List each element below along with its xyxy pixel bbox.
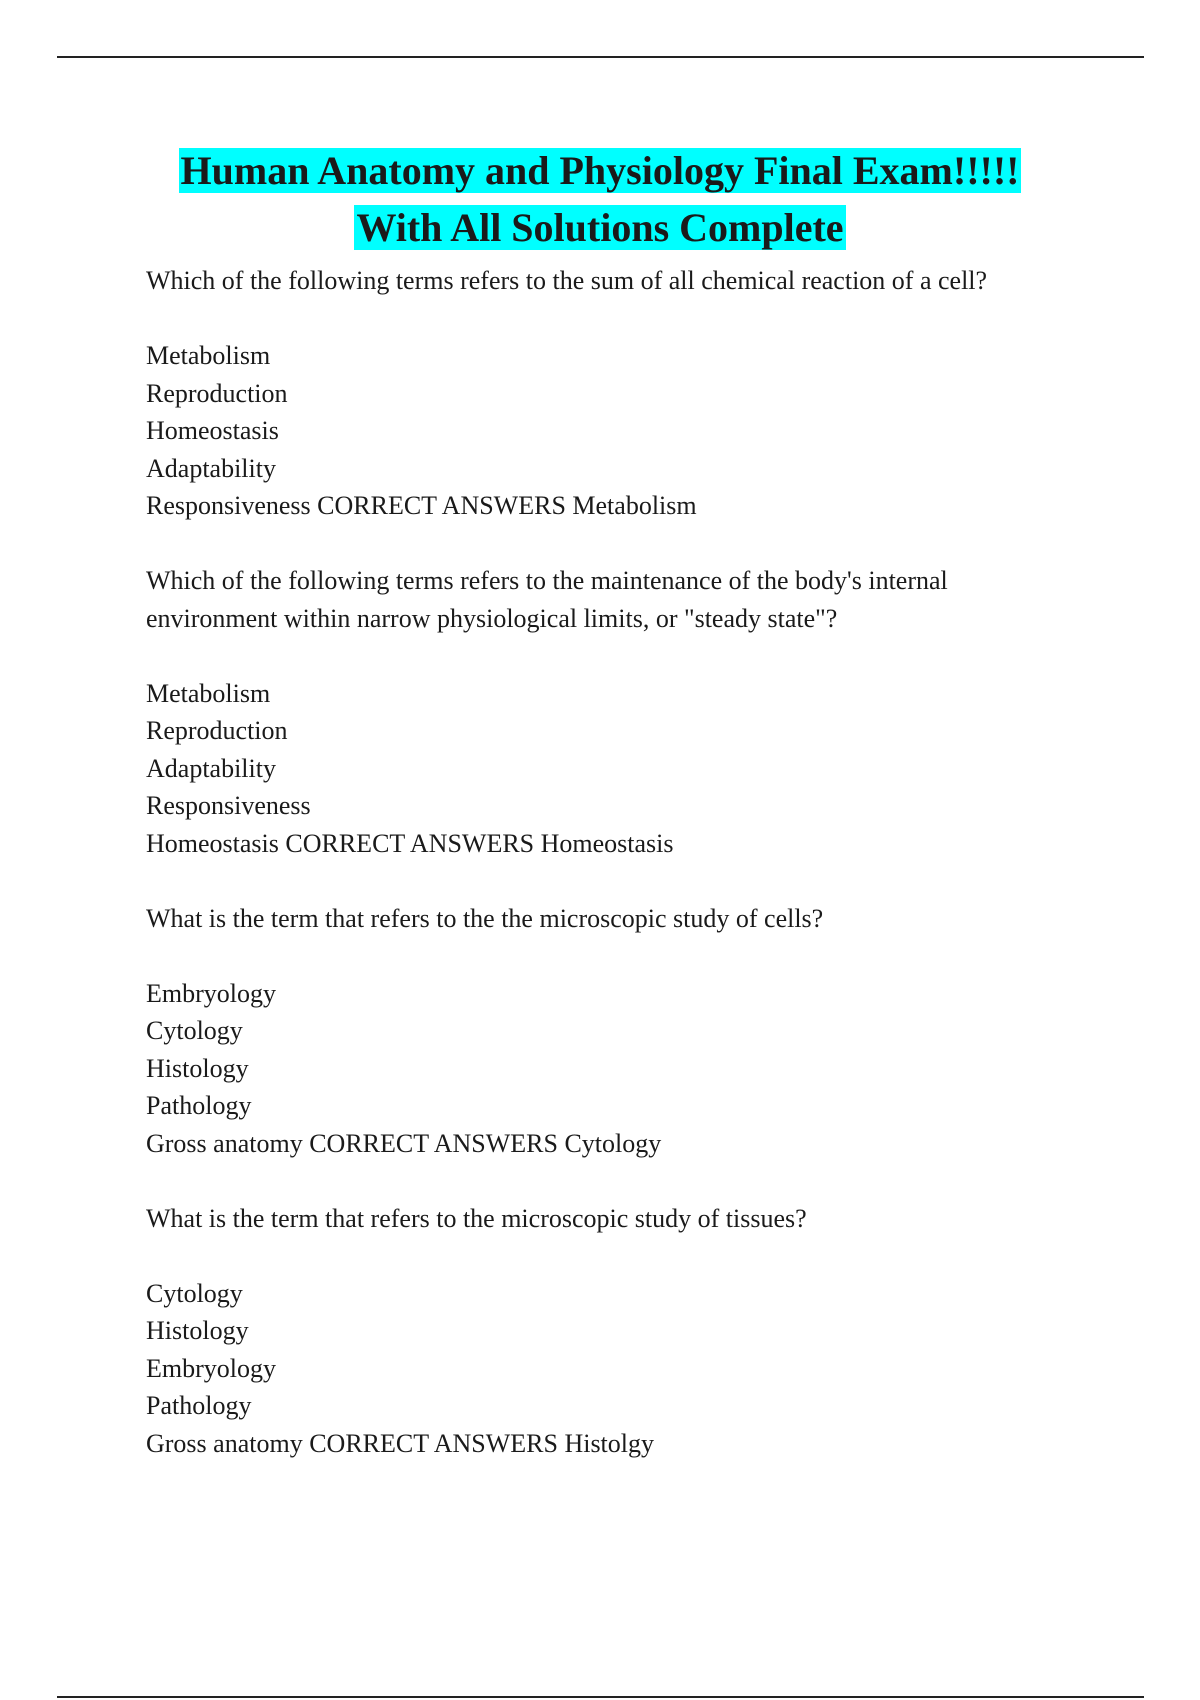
correct-answer-line: Responsiveness CORRECT ANSWERS Metabolism xyxy=(146,491,697,520)
option-item: Homeostasis xyxy=(146,416,279,445)
document-body xyxy=(146,262,1096,1500)
option-item: Adaptability xyxy=(146,453,276,483)
option-item: Histology xyxy=(146,1053,249,1083)
title-line-2: With All Solutions Complete xyxy=(356,205,844,250)
answer-options-2 xyxy=(146,675,1096,863)
option-item: Cytology xyxy=(146,1278,243,1308)
question-block-3 xyxy=(146,900,1096,938)
answer-options-3 xyxy=(146,975,1096,1163)
option-item: Metabolism xyxy=(146,678,271,708)
document-title xyxy=(0,142,1200,256)
option-item: Responsiveness xyxy=(146,791,311,820)
correct-answer-line: Gross anatomy CORRECT ANSWERS Cytology xyxy=(146,1128,662,1158)
question-block-4 xyxy=(146,1200,1096,1238)
bottom-rule xyxy=(57,1696,1144,1698)
option-item: Embryology xyxy=(146,1353,276,1383)
question-text: What is the term that refers to the microscopic study of tissues? xyxy=(146,1203,807,1233)
correct-answer-line: Gross anatomy CORRECT ANSWERS Histolgy xyxy=(146,1428,655,1458)
option-item: Reproduction xyxy=(146,716,288,745)
option-item: Metabolism xyxy=(146,341,271,370)
option-item: Adaptability xyxy=(146,753,276,783)
question-text: Which of the following terms refers to the maintenance of the body's internal xyxy=(146,566,948,595)
top-rule xyxy=(57,56,1144,58)
question-text: environment within narrow physiological limits, or "steady state"? xyxy=(146,603,838,633)
answer-options-4 xyxy=(146,1275,1096,1463)
answer-options-1 xyxy=(146,337,1096,525)
question-text: Which of the following terms refers to the sum of all chemical reaction of a cell? xyxy=(146,266,988,295)
option-item: Pathology xyxy=(146,1391,252,1420)
title-line-1: Human Anatomy and Physiology Final Exam!!!!! xyxy=(180,148,1020,193)
question-block-2 xyxy=(146,562,1096,637)
option-item: Embryology xyxy=(146,978,276,1008)
option-item: Pathology xyxy=(146,1091,252,1120)
question-block-1 xyxy=(146,262,1096,300)
correct-answer-line: Homeostasis CORRECT ANSWERS Homeostasis xyxy=(146,828,674,858)
question-text: What is the term that refers to the the microscopic study of cells? xyxy=(146,903,824,933)
option-item: Reproduction xyxy=(146,378,288,408)
option-item: Cytology xyxy=(146,1016,243,1045)
option-item: Histology xyxy=(146,1316,249,1345)
